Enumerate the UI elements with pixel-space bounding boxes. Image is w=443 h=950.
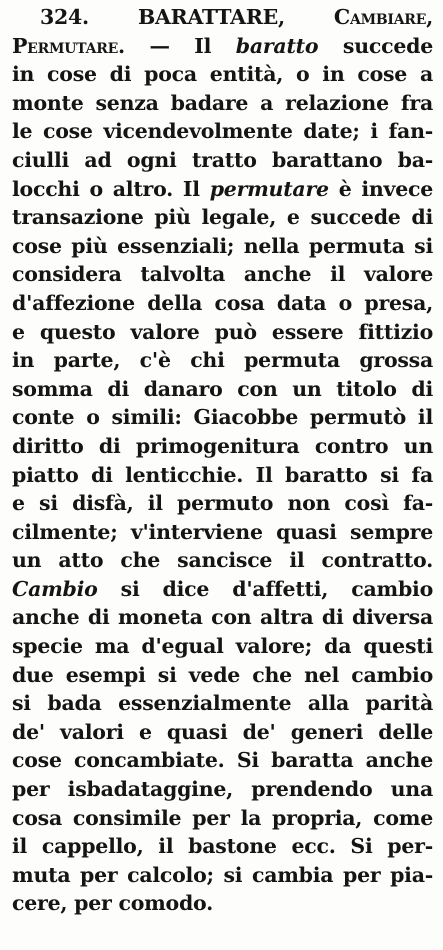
- text-line: [12, 575, 433, 604]
- text-line: un atto che sancisce il contratto.: [12, 548, 433, 573]
- text-line: piatto di lenticchie. Il baratto si fa: [12, 462, 433, 487]
- text-line: diritto di primogenitura contro un: [12, 433, 433, 458]
- text-line: cose concambiate. Si baratta anche: [12, 748, 433, 773]
- text-line: cere, per comodo.: [12, 891, 214, 916]
- text-line: monte senza badare a relazione fra: [12, 90, 433, 115]
- text-line: anche di moneta con altra di diversa: [12, 605, 433, 630]
- separator: ,: [426, 5, 434, 29]
- separator: ,: [277, 5, 285, 29]
- text-line: [12, 32, 433, 61]
- entry-heading-line: [12, 3, 433, 32]
- text-line: due esempi si vede che nel cambio: [12, 662, 433, 687]
- text-line: [12, 175, 433, 204]
- text-fragment: locchi o altro. Il: [12, 176, 200, 201]
- italic-term: baratto: [235, 33, 319, 58]
- text-line: specie ma d'egual valore; da questi: [12, 634, 433, 659]
- text-fragment: si dice d'affetti, cambio: [120, 576, 433, 601]
- text-line: transazione più legale, e succede di: [12, 205, 433, 230]
- text-line: si bada essenzialmente alla parità: [12, 691, 433, 716]
- text-line: conte o simili: Giacobbe permutò il: [12, 405, 433, 430]
- text-line: cilmente; v'interviene quasi sempre: [12, 519, 433, 544]
- text-line: per isbadataggine, prendendo una: [12, 777, 433, 802]
- text-fragment: succede: [342, 33, 434, 58]
- entry-synonym: Cambiare: [333, 5, 427, 29]
- text-line: in cose di poca entità, o in cose a: [12, 62, 433, 87]
- text-line: le cose vicendevolmente date; i fan-: [12, 119, 433, 144]
- entry-synonym: Permutare: [12, 33, 118, 58]
- text-line: considera talvolta anche il valore: [12, 262, 433, 287]
- text-line: e questo valore può essere fittizio: [12, 319, 433, 344]
- dictionary-entry: [12, 3, 433, 918]
- text-line: cosa consimile per la propria, come: [12, 805, 433, 830]
- italic-term: Cambio: [12, 576, 98, 601]
- text-fragment: è invece: [338, 176, 434, 201]
- text-line: cose più essenziali; nella permuta si: [12, 233, 433, 258]
- entry-number: 324.: [40, 5, 89, 29]
- text-line: d'affezione della cosa data o presa,: [12, 290, 433, 315]
- text-line: ciulli ad ogni tratto barattano ba-: [12, 147, 433, 172]
- text-line: muta per calcolo; si cambia per pia-: [12, 862, 433, 887]
- text-line: de' valori e quasi de' generi delle: [12, 719, 433, 744]
- entry-headword: BARATTARE: [137, 5, 278, 29]
- text-line: il cappello, il bastone ecc. Si per-: [12, 834, 433, 859]
- text-line: in parte, c'è chi permuta grossa: [12, 348, 433, 373]
- text-line: somma di danaro con un titolo di: [12, 376, 433, 401]
- italic-term: permutare: [209, 176, 329, 201]
- text-fragment: . — Il: [118, 33, 212, 58]
- text-line: e si disfà, il permuto non così fa-: [12, 491, 433, 516]
